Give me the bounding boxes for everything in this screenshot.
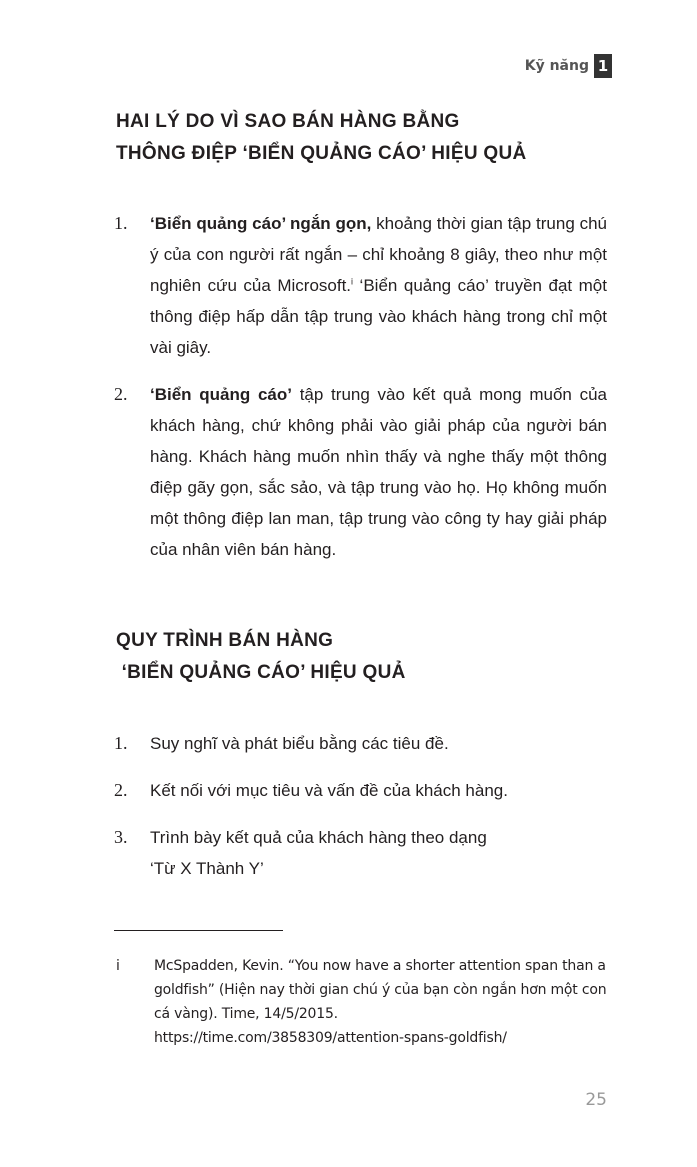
list-item — [114, 775, 607, 806]
item-text-line1: Trình bày kết quả của khách hàng theo dạng — [150, 828, 487, 847]
section1-title — [116, 106, 527, 170]
list-item — [114, 379, 607, 565]
running-header — [525, 54, 612, 78]
section2-title-line1: QUY TRÌNH BÁN HÀNG — [116, 630, 334, 651]
item-text-line2: ‘Từ X Thành Y’ — [150, 859, 264, 878]
section2-title-line2: ‘BIỂN QUẢNG CÁO’ HIỆU QUẢ — [116, 662, 406, 683]
item-body: tập trung vào kết quả mong muốn của khách hàng, chứ không phải vào giải pháp của người bán hàng. Khách hàng muốn nhìn thấy và nghe thấy một thông điệp gãy gọn, sắc sảo, và tập trung vào họ. Họ không muốn một thông điệp lan man, tập trung vào công ty hay giải pháp của nhân viên bán hàng. — [150, 385, 607, 559]
item-bold-lead: ‘Biển quảng cáo’ ngắn gọn, — [150, 214, 372, 233]
section2-title — [116, 625, 406, 689]
chapter-number-badge: 1 — [594, 54, 612, 78]
footnote-mark: i — [116, 958, 120, 974]
item-text — [150, 822, 607, 884]
item-body-cont: ‘Biển quảng cáo’ truyền đạt một thông điệp hấp dẫn tập trung vào khách hàng trong chỉ một vài giây. — [150, 276, 607, 357]
page-number: 25 — [585, 1090, 607, 1110]
section1-title-line1: HAI LÝ DO VÌ SAO BÁN HÀNG BẰNG — [116, 111, 460, 132]
header-label: Kỹ năng — [524, 58, 589, 74]
section1-list — [114, 208, 607, 565]
item-text: Kết nối với mục tiêu và vấn đề của khách hàng. — [150, 781, 508, 800]
item-body: khoảng thời gian tập trung chú ý của con người rất ngắn – chỉ khoảng 8 giây, theo như một nghiên cứu của Microsoft. — [150, 214, 607, 295]
list-item — [114, 208, 607, 363]
item-number: 2. — [114, 780, 128, 800]
item-number: 1. — [114, 733, 128, 753]
list-item — [114, 822, 607, 884]
item-number: 1. — [114, 213, 128, 233]
footnote-citation: McSpadden, Kevin. “You now have a shorter attention span than a goldfish” (Hiện nay thời gian chú ý của bạn còn ngắn hơn một con cá vàng). Time, 14/5/2015. — [154, 958, 607, 1022]
item-bold-lead: ‘Biển quảng cáo’ — [150, 385, 292, 404]
footnote-divider — [114, 930, 283, 931]
footnote-text — [154, 954, 608, 1050]
item-number: 3. — [114, 827, 128, 847]
list-item — [114, 728, 607, 759]
section2-list — [114, 728, 607, 884]
item-number: 2. — [114, 384, 128, 404]
item-text — [150, 208, 607, 363]
footnote — [116, 954, 608, 1050]
footnote-ref[interactable]: i — [351, 276, 354, 287]
footnote-url[interactable]: https://time.com/3858309/attention-spans-goldfish/ — [154, 1030, 507, 1046]
item-text — [150, 379, 607, 565]
section1-title-line2: THÔNG ĐIỆP ‘BIỂN QUẢNG CÁO’ HIỆU QUẢ — [116, 143, 527, 164]
item-text: Suy nghĩ và phát biểu bằng các tiêu đề. — [150, 734, 449, 753]
